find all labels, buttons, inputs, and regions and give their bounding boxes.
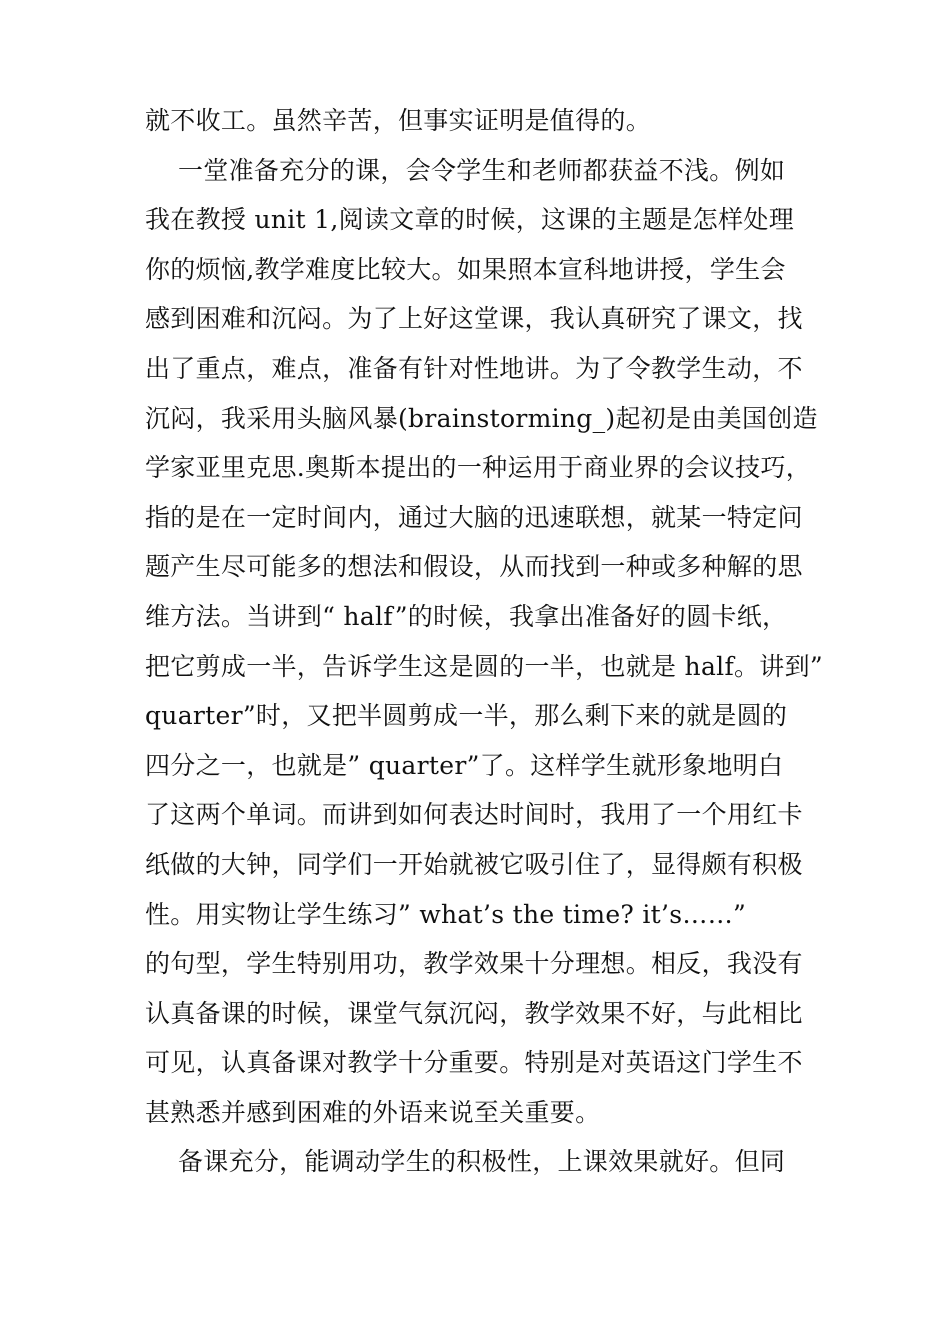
- text-line: 感到困难和沉闷。为了上好这堂课，我认真研究了课文，找: [145, 304, 803, 334]
- text-line: 可见，认真备课对教学十分重要。特别是对英语这门学生不: [145, 1048, 803, 1078]
- text-line: 备课充分，能调动学生的积极性，上课效果就好。但同: [145, 1147, 786, 1177]
- text-line: 题产生尽可能多的想法和假设，从而找到一种或多种解的思: [145, 552, 803, 582]
- text-line: 我在教授 unit 1,阅读文章的时候，这课的主题是怎样处理: [145, 205, 794, 235]
- text-line: quarter”时，又把半圆剪成一半，那么剩下来的就是圆的: [145, 701, 788, 731]
- text-line: 你的烦恼,教学难度比较大。如果照本宣科地讲授，学生会: [145, 254, 786, 284]
- text-line: 的句型，学生特别用功，教学效果十分理想。相反，我没有: [145, 949, 803, 979]
- text-line: 把它剪成一半，告诉学生这是圆的一半，也就是 half。讲到”: [145, 651, 823, 681]
- text-line: 就不收工。虽然辛苦，但事实证明是值得的。: [145, 106, 652, 135]
- text-line: 一堂准备充分的课，会令学生和老师都获益不浅。例如: [145, 155, 786, 185]
- text-line: 甚熟悉并感到困难的外语来说至关重要。: [145, 1097, 601, 1127]
- text-line: 认真备课的时候，课堂气氛沉闷，教学效果不好，与此相比: [145, 998, 803, 1028]
- text-line: 了这两个单词。而讲到如何表达时间时，我用了一个用红卡: [145, 800, 803, 830]
- text-line: 维方法。当讲到“ half”的时候，我拿出准备好的圆卡纸，: [145, 601, 788, 631]
- text-line: 指的是在一定时间内，通过大脑的迅速联想，就某一特定问: [145, 502, 803, 532]
- text-line: 四分之一，也就是” quarter”了。这样学生就形象地明白: [145, 750, 784, 780]
- text-line: 性。用实物让学生练习” what’s the time? it’s……”: [145, 899, 747, 929]
- text-line: 学家亚里克思.奥斯本提出的一种运用于商业界的会议技巧，: [145, 453, 812, 483]
- body-text: [145, 96, 825, 1187]
- text-line: 纸做的大钟，同学们一开始就被它吸引住了，显得颇有积极: [145, 849, 803, 879]
- text-line: 出了重点，难点，准备有针对性地讲。为了令教学生动，不: [145, 353, 803, 383]
- text-line: 沉闷，我采用头脑风暴(brainstorming_)起初是由美国创造: [145, 403, 818, 433]
